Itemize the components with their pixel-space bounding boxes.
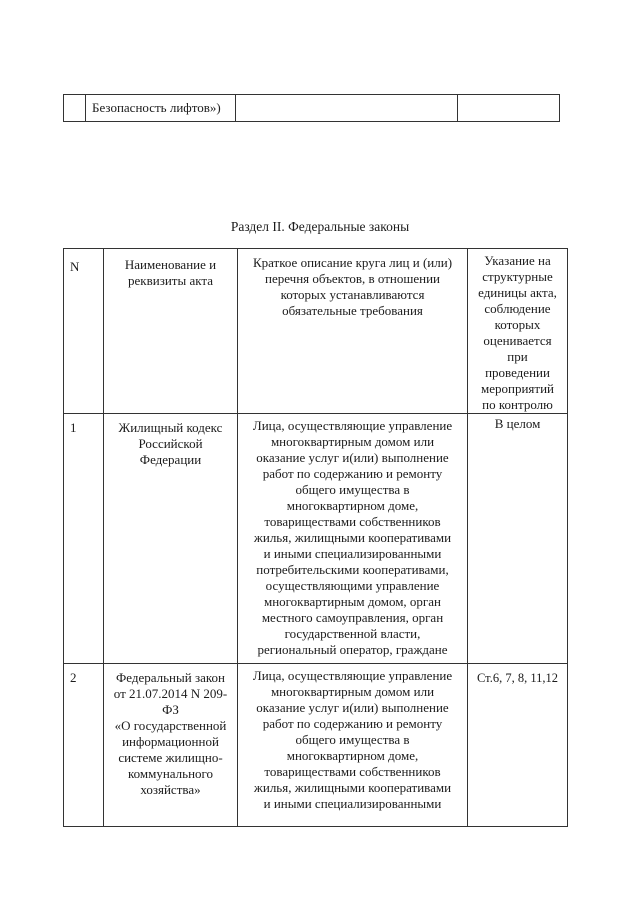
header-req-line: проведении [485, 365, 550, 380]
table-cell [458, 95, 560, 122]
description-line: общего имущества в [295, 732, 410, 747]
row-act-name [104, 414, 238, 664]
description-line: Лица, осуществляющие управление [252, 418, 453, 433]
description-line: и иными специализированными [263, 796, 442, 811]
header-req [468, 249, 568, 414]
table-row [64, 664, 568, 827]
description-line: оказание услуг и(или) выполнение [256, 450, 449, 465]
section-title: Раздел II. Федеральные законы [230, 219, 410, 234]
description-line: работ по содержанию и ремонту [262, 466, 443, 481]
row-description [238, 414, 468, 664]
act-name-line: хозяйства» [140, 782, 201, 797]
row-act-name [104, 664, 238, 827]
description-line: и иными специализированными [263, 546, 442, 561]
row-num: 1 [64, 414, 104, 664]
row-structural-units [468, 414, 568, 664]
structural-units-text: Ст.6, 7, 8, 11,12 [477, 671, 558, 685]
act-name-line: коммунального [127, 766, 214, 781]
header-desc-line: Краткое описание круга лиц и (или) [252, 255, 453, 270]
act-name-line: Федеральный закон [116, 670, 225, 685]
header-req-line: соблюдение [484, 301, 551, 316]
header-req-line: мероприятий [481, 381, 554, 396]
description-line: жилья, жилищными кооперативами [253, 530, 452, 545]
act-name-line: информационной [122, 734, 219, 749]
description-line: жилья, жилищными кооперативами [253, 780, 452, 795]
table-cell [236, 95, 458, 122]
description-line: товариществами собственников [264, 764, 441, 779]
header-desc [238, 249, 468, 414]
description-line: потребительскими кооперативами, [256, 562, 449, 577]
table-header-row [64, 249, 568, 414]
act-name-line: Российской [138, 436, 203, 451]
act-name-line: системе жилищно- [118, 750, 223, 765]
description-line: осуществляющими управление [265, 578, 440, 593]
act-name-line: от 21.07.2014 N 209- [113, 686, 228, 701]
description-line: Лица, осуществляющие управление [252, 668, 453, 683]
header-req-line: по контролю [482, 397, 553, 412]
row-num: 2 [64, 664, 104, 827]
structural-units-text: В целом [494, 416, 541, 431]
header-req-line: оценивается [483, 333, 552, 348]
header-num: N [64, 249, 104, 414]
description-line: многоквартирным домом или [270, 684, 435, 699]
act-name-line: ФЗ [162, 702, 179, 717]
description-line: многоквартирным домом, орган [263, 594, 441, 609]
header-req-line: единицы акта, [478, 285, 557, 300]
act-name-line: Жилищный кодекс [118, 420, 223, 435]
header-desc-line: которых устанавливаются [280, 287, 425, 302]
header-name-line: Наименование и [124, 257, 217, 272]
header-req-line: структурные [482, 269, 553, 284]
description-line: общего имущества в [295, 482, 410, 497]
description-line: местного самоуправления, орган [261, 610, 444, 625]
header-desc-line: перечня объектов, в отношении [265, 271, 440, 286]
federal-laws-table [63, 248, 568, 827]
header-req-line: которых [494, 317, 541, 332]
header-desc-line: обязательные требования [282, 303, 423, 318]
header-name [104, 249, 238, 414]
description-line: региональный оператор, граждане [257, 642, 448, 657]
description-line: оказание услуг и(или) выполнение [256, 700, 449, 715]
act-name-text: Безопасность лифтов») [92, 100, 221, 115]
description-line: многоквартирном доме, [286, 748, 419, 763]
header-name-line: реквизиты акта [128, 273, 213, 288]
continued-table-fragment [63, 94, 560, 122]
act-name-line: Федерации [139, 452, 202, 467]
row-description [238, 664, 468, 827]
table-row [64, 414, 568, 664]
table-cell-act-name [86, 95, 236, 122]
header-req-line: Указание на [484, 253, 551, 268]
table-cell [64, 95, 86, 122]
description-line: товариществами собственников [264, 514, 441, 529]
description-line: работ по содержанию и ремонту [262, 716, 443, 731]
description-line: многоквартирным домом или [270, 434, 435, 449]
description-line: государственной власти, [284, 626, 421, 641]
row-structural-units [468, 664, 568, 827]
header-req-line: при [507, 349, 528, 364]
description-line: многоквартирном доме, [286, 498, 419, 513]
table-row [64, 95, 560, 122]
act-name-line: «О государственной [114, 718, 227, 733]
